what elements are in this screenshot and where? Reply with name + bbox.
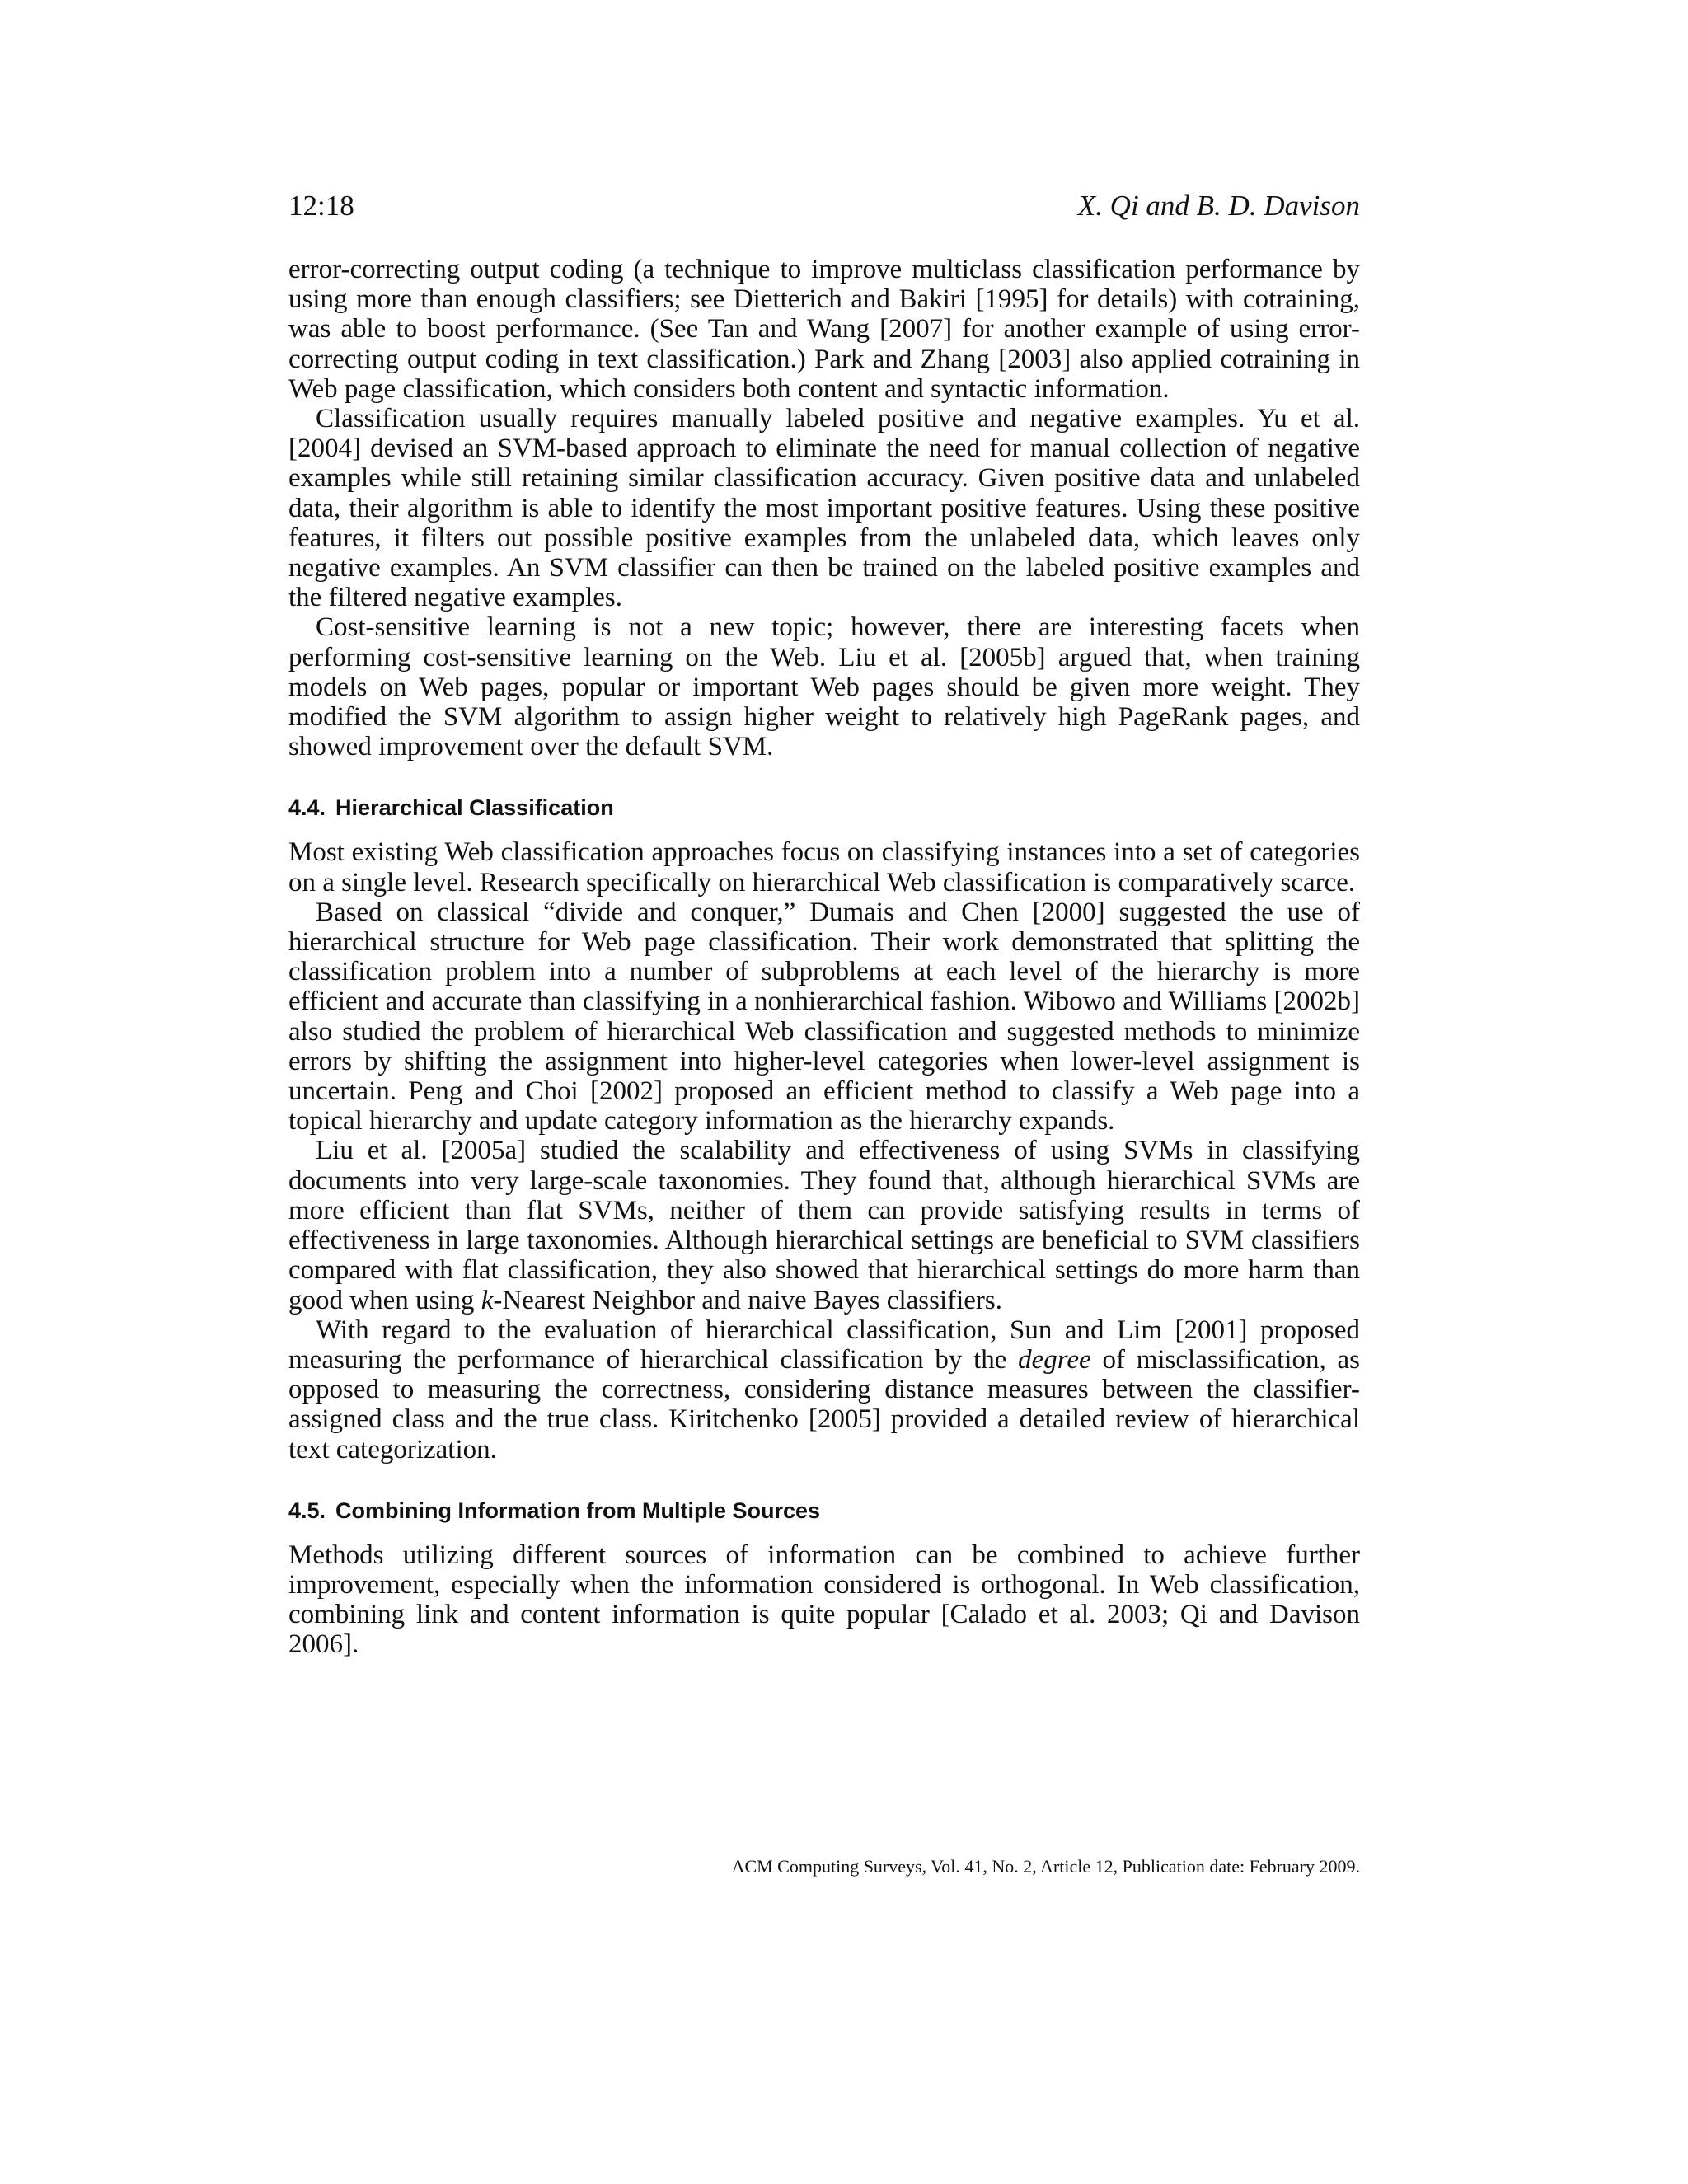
page-number: 12:18 [288, 190, 354, 222]
paragraph [288, 1136, 1360, 1315]
paragraph [288, 1315, 1360, 1465]
text-run: Liu et al. [2005a] studied the scalability and effectiveness of using SVMs in classifying documents into very large-scale taxonomies. They found that, although hierarchical SVMs are more efficient than flat SVMs, neither of them can provide satisfying results in terms of effectiveness in large taxonomies. Although hierarchical settings are beneficial to SVM classifiers compared with flat classification, they also showed that hierarchical settings do more harm than good when using [288, 1136, 1360, 1315]
text-run: With regard to the evaluation of hierarchical classification, Sun and Lim [2001] proposed measuring the performance of hierarchical classification by the [288, 1315, 1360, 1375]
paragraph: error-correcting output coding (a technique to improve multiclass classification performance by using more than enough classifiers; see Dietterich and Bakiri [1995] for details) with cotraining, was able to boost performance. (See Tan and Wang [2007] for another example of using error-correcting output coding in text classification.) Park and Zhang [2003] also applied cotraining in Web page classification, which considers both content and syntactic information. [288, 255, 1360, 404]
section-title: Combining Information from Multiple Sources [335, 1497, 821, 1523]
paragraph: Based on classical “divide and conquer,” Dumais and Chen [2000] suggested the use of hierarchical structure for Web page classification. Their work demonstrated that splitting the classification problem into a number of subproblems at each level of the hierarchy is more efficient and accurate than classifying in a nonhierarchical fashion. Wibowo and Williams [2002b] also studied the problem of hierarchical Web classification and suggested methods to minimize errors by shifting the assignment into higher-level categories when lower-level assignment is uncertain. Peng and Choi [2002] proposed an efficient method to classify a Web page into a topical hierarchy and update category information as the hierarchy expands. [288, 897, 1360, 1137]
text-run: -Nearest Neighbor and naive Bayes classifiers. [493, 1285, 1003, 1315]
section-number: 4.5. [288, 1497, 326, 1523]
section-heading-4-4 [288, 793, 1360, 823]
running-header [288, 186, 1360, 226]
journal-footer: ACM Computing Surveys, Vol. 41, No. 2, Article 12, Publication date: February 2009. [731, 1856, 1360, 1877]
italic-variable: k [481, 1285, 494, 1315]
running-authors: X. Qi and B. D. Davison [1077, 190, 1360, 222]
paragraph: Methods utilizing different sources of information can be combined to achieve further improvement, especially when the information considered is orthogonal. In Web classification, combining link and content information is quite popular [Calado et al. 2003; Qi and Davison 2006]. [288, 1540, 1360, 1660]
section-title: Hierarchical Classification [335, 795, 614, 821]
paragraph: Most existing Web classification approaches focus on classifying instances into a set of categories on a single level. Research specifically on hierarchical Web classification is comparatively scarce. [288, 837, 1360, 898]
section-heading-4-5 [288, 1496, 1360, 1526]
italic-emphasis: degree [1018, 1344, 1091, 1375]
paragraph: Classification usually requires manually labeled positive and negative examples. Yu et al. [2004] devised an SVM-based approach to eliminate the need for manual collection of negative examples while still retaining similar classification accuracy. Given positive data and unlabeled data, their algorithm is able to identify the most important positive features. Using these positive features, it filters out possible positive examples from the unlabeled data, which leaves only negative examples. An SVM classifier can then be trained on the labeled positive examples and the filtered negative examples. [288, 404, 1360, 613]
text-run: of misclassification, as opposed to measuring the correctness, considering distance measures between the classifier-assigned class and the true class. Kiritchenko [2005] provided a detailed review of hierarchical text categorization. [288, 1344, 1360, 1465]
body-text [288, 255, 1360, 1660]
section-number: 4.4. [288, 795, 326, 821]
paragraph: Cost-sensitive learning is not a new topic; however, there are interesting facets when performing cost-sensitive learning on the Web. Liu et al. [2005b] argued that, when training models on Web pages, popular or important Web pages should be given more weight. They modified the SVM algorithm to assign higher weight to relatively high PageRank pages, and showed improvement over the default SVM. [288, 612, 1360, 762]
